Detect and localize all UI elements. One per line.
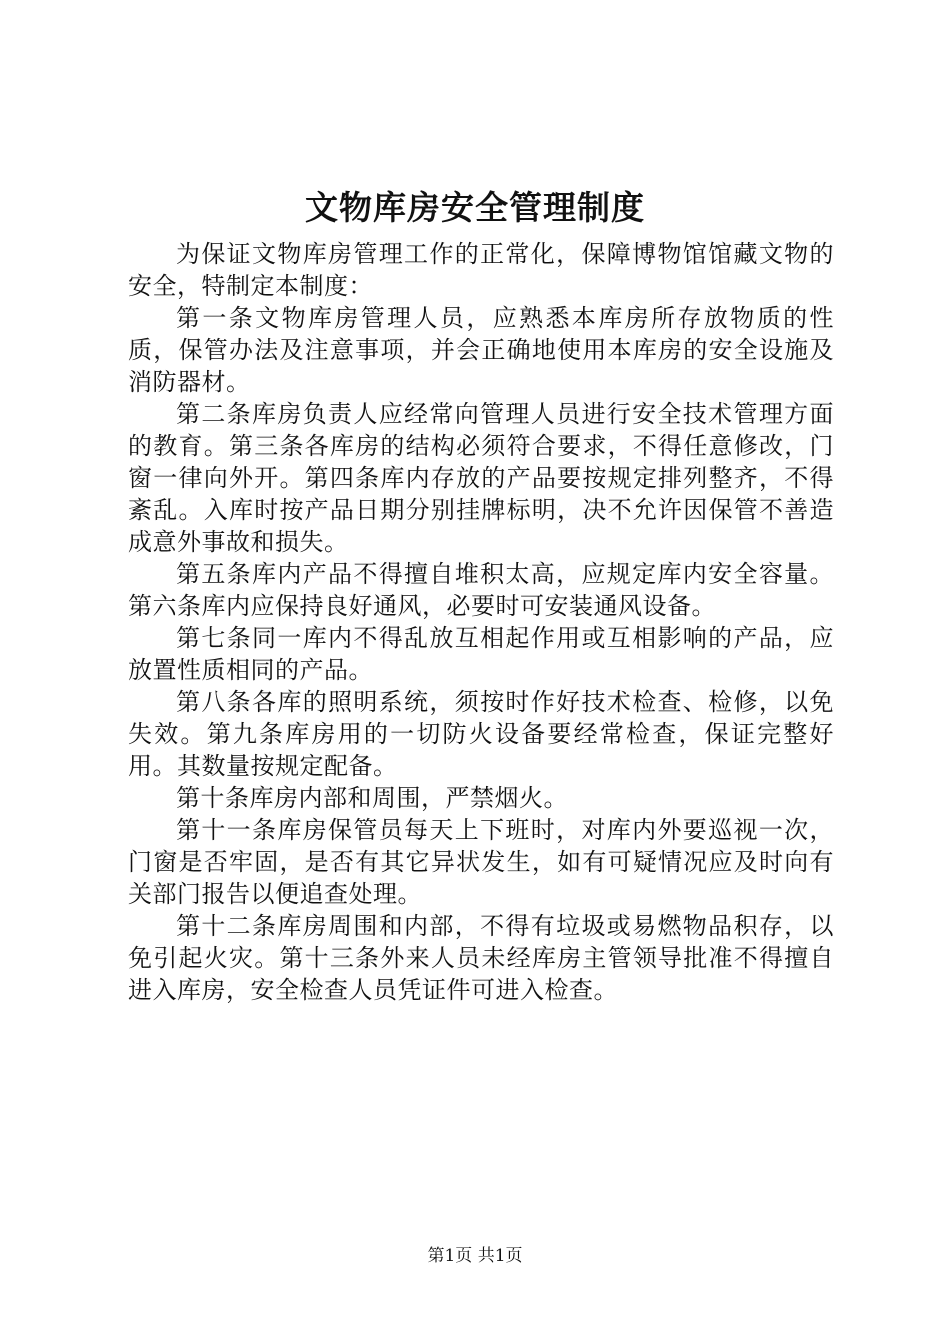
- paragraph-articles-5-6: 第五条库内产品不得擅自堆积太高，应规定库内安全容量。第六条库内应保持良好通风，必要时可安装通风设备。: [128, 560, 834, 620]
- paragraph-article-11: 第十一条库房保管员每天上下班时，对库内外要巡视一次，门窗是否牢固，是否有其它异状发生，如有可疑情况应及时向有关部门报告以便追查处理。: [128, 816, 834, 908]
- document-body: [128, 238, 834, 1006]
- paragraph-articles-8-9: 第八条各库的照明系统，须按时作好技术检查、检修，以免失效。第九条库房用的一切防火设备要经常检查，保证完整好用。其数量按规定配备。: [128, 688, 834, 780]
- paragraph-articles-12-13: 第十二条库房周围和内部，不得有垃圾或易燃物品积存，以免引起火灾。第十三条外来人员未经库房主管领导批准不得擅自进入库房，安全检查人员凭证件可进入检查。: [128, 912, 834, 1004]
- paragraph-articles-2-4: 第二条库房负责人应经常向管理人员进行安全技术管理方面的教育。第三条各库房的结构必须符合要求，不得任意修改，门窗一律向外开。第四条库内存放的产品要按规定排列整齐，不得紊乱。入库时按产品日期分别挂牌标明，决不允许因保管不善造成意外事故和损失。: [128, 400, 834, 556]
- paragraph-article-1: 第一条文物库房管理人员，应熟悉本库房所存放物质的性质，保管办法及注意事项，并会正确地使用本库房的安全设施及消防器材。: [128, 304, 834, 396]
- page-number-footer: 第1页 共1页: [427, 1246, 523, 1266]
- paragraph-article-7: 第七条同一库内不得乱放互相起作用或互相影响的产品，应放置性质相同的产品。: [128, 624, 834, 684]
- paragraph-intro: 为保证文物库房管理工作的正常化，保障博物馆馆藏文物的安全，特制定本制度：: [128, 240, 834, 300]
- document-title: 文物库房安全管理制度: [305, 188, 645, 227]
- paragraph-article-10: 第十条库房内部和周围，严禁烟火。: [176, 784, 568, 812]
